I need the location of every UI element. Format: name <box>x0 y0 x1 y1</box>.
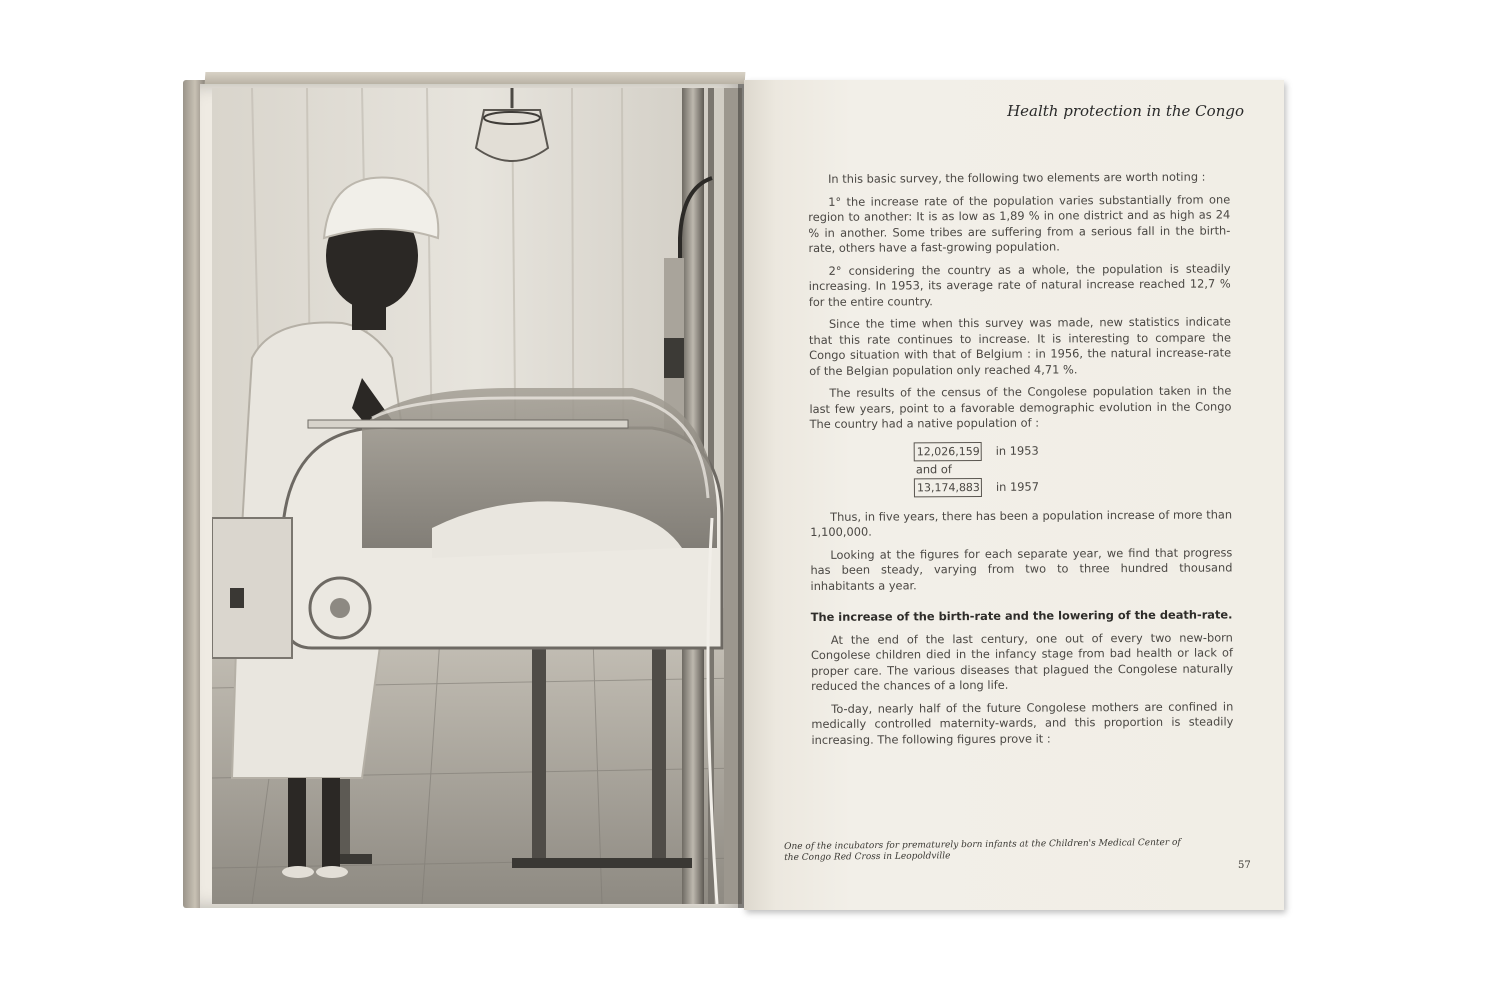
body-text <box>808 169 1234 755</box>
figure-row <box>914 476 1232 497</box>
book-top-edge <box>205 72 746 84</box>
running-head: Health protection in the Congo <box>1007 102 1244 120</box>
photo-caption: One of the incubators for prematurely born infants at the Children's Medical Center of the Congo Red Cross in Leopoldville <box>784 837 1181 863</box>
nurse-incubator-photo <box>212 88 742 904</box>
figure-row <box>914 440 1232 461</box>
paragraph: Thus, in five years, there has been a population increase of more than 1,100,000. <box>810 506 1233 539</box>
right-page <box>744 80 1284 910</box>
paragraph: The results of the census of the Congolese population taken in the last few years, point to a favorable demographic evolution in the Congo The country had a native population of : <box>809 383 1232 431</box>
population-1957-value: 13,174,883 <box>914 477 982 496</box>
population-1957-year: in 1957 <box>995 479 1039 494</box>
left-page <box>200 84 748 908</box>
paragraph: At the end of the last century, one out of every two new-born Congolese children died in the infancy stage from bad health or lack of proper care. The various diseases that plagued the Congolese naturally reduced the chances of a long life. <box>810 629 1234 693</box>
population-figures <box>914 440 1232 497</box>
paragraph: 2° considering the country as a whole, the population is steadily increasing. In 1953, its average rate of natural increase reached 12,7 % for the entire country. <box>808 260 1231 309</box>
population-1953-value: 12,026,159 <box>914 441 982 460</box>
figure-connector: and of <box>915 461 952 476</box>
paragraph: Looking at the figures for each separate year, we find that progress has been steady, varying from two to three hundred thousand inhabitants a year. <box>810 544 1233 593</box>
population-1953-year: in 1953 <box>995 443 1039 458</box>
section-heading: The increase of the birth-rate and the lowering of the death-rate. <box>810 607 1233 624</box>
page-number: 57 <box>1238 860 1251 871</box>
paragraph: Since the time when this survey was made, new statistics indicate that this rate continues to increase. It is interesting to compare the Congo situation with that of Belgium : in 1956, the natural increase-rate of the Belgian population only reached 4,71 %. <box>808 314 1232 378</box>
paragraph: 1° the increase rate of the population varies substantially from one region to another: It is as low as 1,89 % in one district and as high as 24 % in another. Some tribes are suffering from a serious fall in the birth-rate, others have a fast-growing population. <box>808 191 1231 255</box>
paragraph: To-day, nearly half of the future Congolese mothers are confined in medically controlled maternity-wards, and this proportion is steadily increasing. The following figures prove it : <box>811 698 1234 747</box>
paragraph: In this basic survey, the following two elements are worth noting : <box>827 169 1206 186</box>
